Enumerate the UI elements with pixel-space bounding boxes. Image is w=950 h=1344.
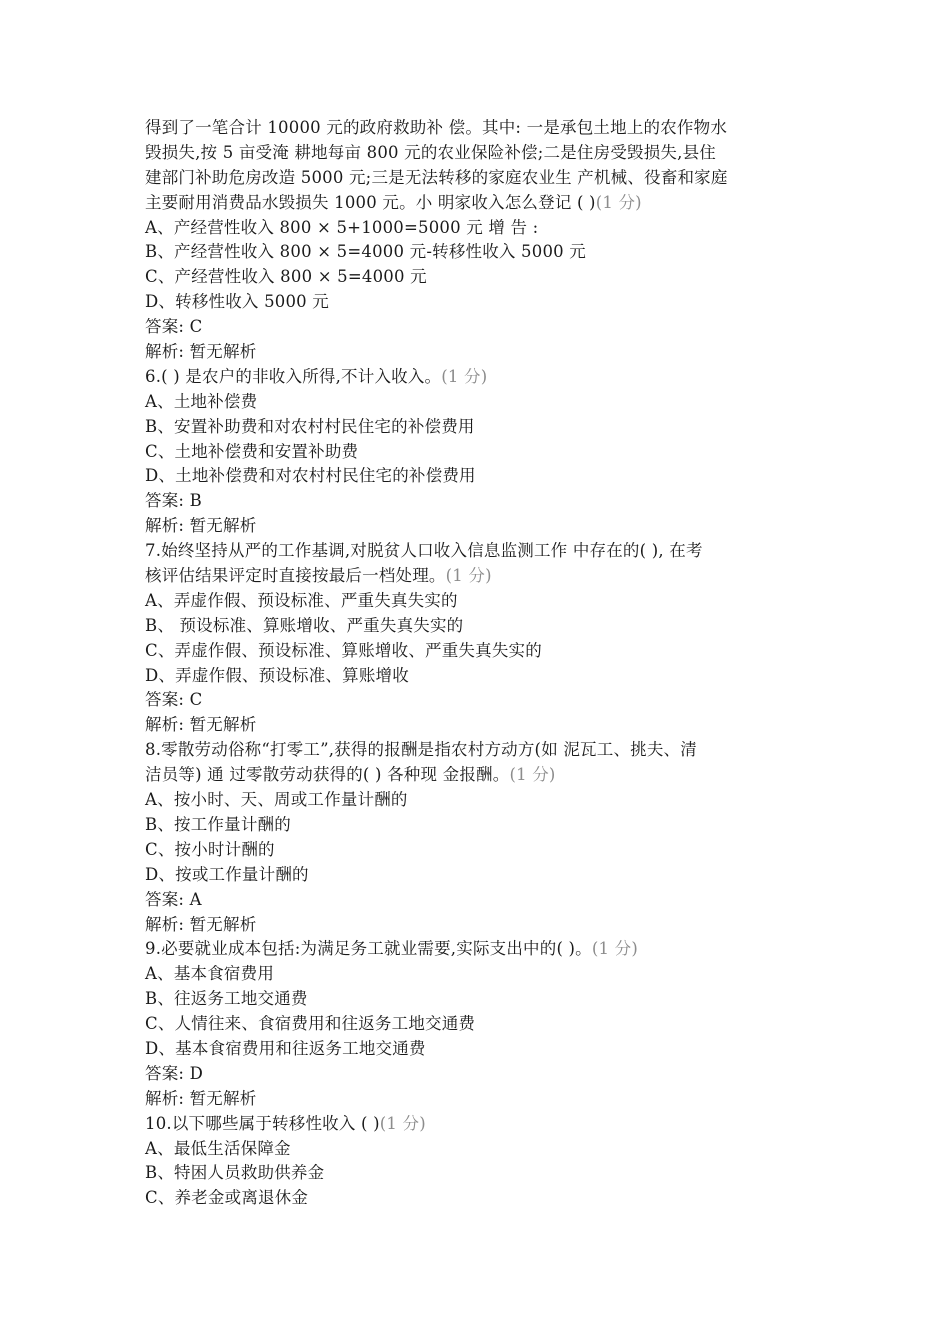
question-score: (1 分) [379,1113,426,1133]
question-8 [145,738,810,937]
question-stem-text: 洁员等) 通 过零散劳动获得的( ) 各种现 金报酬。 [145,765,510,785]
answer-line: 答案: C [145,317,203,337]
option-d: D、按或工作量计酬的 [145,864,309,884]
question-stem-line: 7.始终坚持从严的工作基调,对脱贫人口收入信息监测工作 中存在的( ), 在考 [145,541,703,561]
question-stem-line [145,1112,810,1137]
question-score: (1 分) [591,939,638,959]
question-stem-line [145,937,810,962]
option-d: D、弄虚作假、预设标准、算账增收 [145,665,409,685]
question-stem-line: 得到了一笔合计 10000 元的政府救助补 偿。其中: 一是承包土地上的农作物水 [145,118,728,137]
option-d: D、基本食宿费用和往返务工地交通费 [145,1038,426,1058]
answer-line: 答案: B [145,491,202,511]
option-a: A、基本食宿费用 [145,964,275,984]
option-c: C、养老金或离退休金 [145,1188,309,1208]
question-stem-line: 建部门补助危房改造 5000 元;三是无法转移的家庭农业生 产机械、役畜和家庭 [145,167,728,187]
question-stem-line [145,365,810,390]
question-stem-text: 主要耐用消费品水毁损失 1000 元。小 明家收入怎么登记 ( ) [145,192,596,212]
option-c: C、土地补偿费和安置补助费 [145,441,359,461]
question-score: (1 分) [595,192,642,212]
option-a: A、弄虚作假、预设标准、严重失真失实的 [145,590,458,610]
option-b: B、产经营性收入 800 × 5=4000 元-转移性收入 5000 元 [145,242,586,262]
option-a: A、土地补偿费 [145,391,258,411]
question-stem-text: 6.( ) 是农户的非收入所得,不计入收入。 [145,366,442,386]
question-score: (1 分) [445,566,492,586]
question-stem-text: 9.必要就业成本包括:为满足务工就业需要,实际支出中的( )。 [145,939,592,959]
option-b: B、 预设标准、算账增收、严重失真失实的 [145,615,464,635]
question-9 [145,937,810,1111]
answer-line: 答案: A [145,889,202,909]
question-6 [145,365,810,539]
analysis-line: 解析: 暂无解析 [145,342,257,362]
question-score: (1 分) [441,366,488,386]
option-c: C、按小时计酬的 [145,839,275,859]
analysis-line: 解析: 暂无解析 [145,715,257,735]
option-c: C、人情往来、食宿费用和往返务工地交通费 [145,1014,476,1034]
option-a: A、按小时、天、周或工作量计酬的 [145,790,408,810]
answer-line: 答案: D [145,1063,204,1083]
option-b: B、按工作量计酬的 [145,814,291,834]
question-10 [145,1112,810,1212]
option-c: C、弄虚作假、预设标准、算账增收、严重失真失实的 [145,640,542,660]
document-page [145,116,810,1211]
option-b: B、特困人员救助供养金 [145,1163,325,1183]
option-c: C、产经营性收入 800 × 5=4000 元 [145,267,427,287]
question-stem-text: 10.以下哪些属于转移性收入 ( ) [145,1113,380,1133]
analysis-line: 解析: 暂无解析 [145,516,257,536]
question-stem-line: 毁损失,按 5 亩受淹 耕地每亩 800 元的农业保险补偿;二是住房受毁损失,县住 [145,142,716,162]
option-a: A、最低生活保障金 [145,1138,291,1158]
answer-line: 答案: C [145,690,203,710]
analysis-line: 解析: 暂无解析 [145,914,257,934]
option-a: A、产经营性收入 800 × 5+1000=5000 元 增 告 : [145,217,539,237]
question-7 [145,539,810,738]
option-d: D、转移性收入 5000 元 [145,292,330,312]
option-b: B、安置补助费和对农村村民住宅的补偿费用 [145,416,475,436]
option-d: D、土地补偿费和对农村村民住宅的补偿费用 [145,466,476,486]
question-stem-text: 核评估结果评定时直接按最后一档处理。 [145,566,446,586]
analysis-line: 解析: 暂无解析 [145,1088,257,1108]
question-stem-line: 8.零散劳动俗称“打零工”,获得的报酬是指农村方动方(如 泥瓦工、挑夫、清 [145,740,697,760]
question-stem-line [145,191,810,216]
option-b: B、往返务工地交通费 [145,989,308,1009]
question-stem-line [145,564,810,589]
question-5 [145,116,810,365]
question-stem-line [145,763,810,788]
question-score: (1 分) [509,765,556,785]
